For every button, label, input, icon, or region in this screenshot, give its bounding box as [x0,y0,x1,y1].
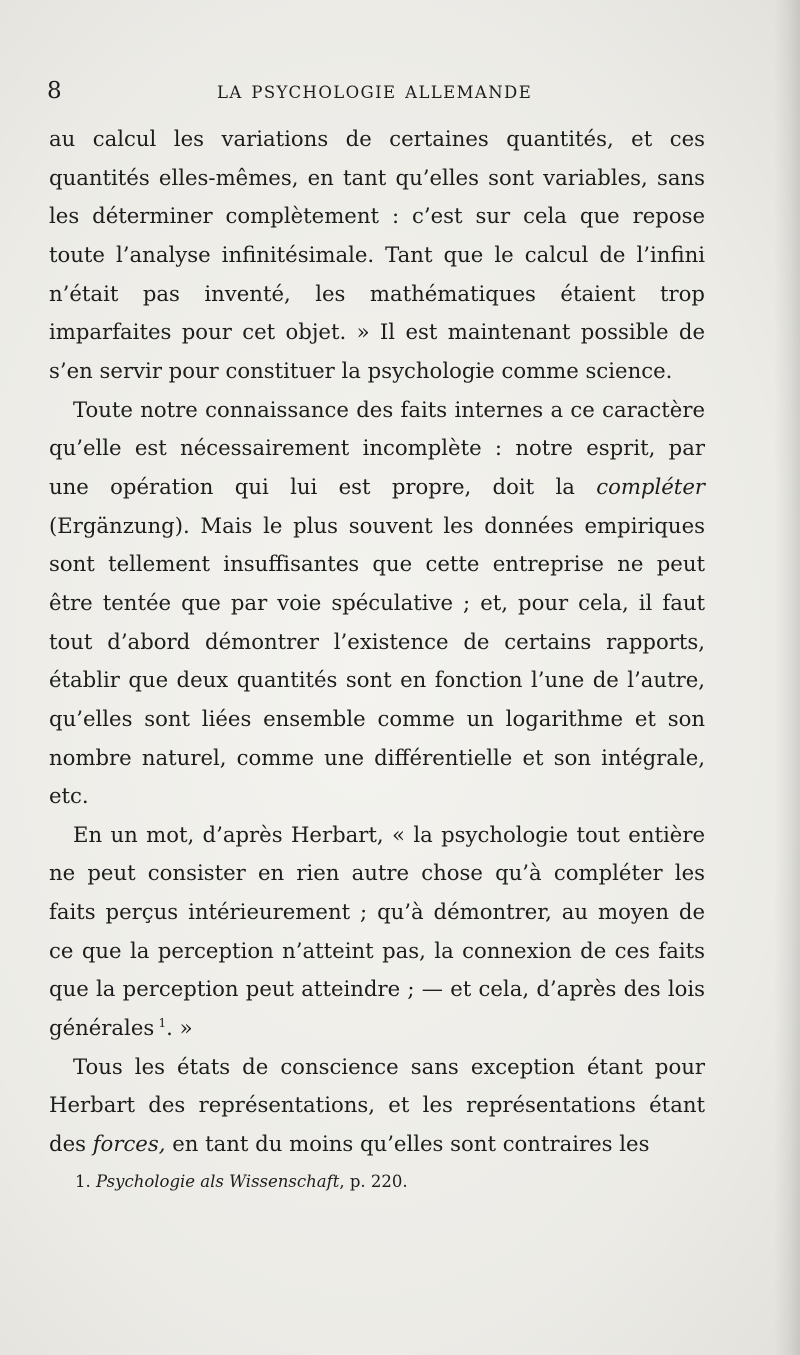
italic-term-forces: forces, [92,1131,166,1157]
paragraph-4 [49,1048,705,1164]
paragraph-1 [49,120,705,391]
running-title: LA PSYCHOLOGIE ALLEMANDE [217,83,533,102]
footnote-reference: 1 [158,1016,167,1031]
body-text [49,120,705,1164]
page-header [47,76,705,106]
page-edge-shadow [774,0,800,1355]
footnote-title: Psychologie als Wissenschaft [96,1172,340,1191]
footnote-page: , p. 220. [339,1172,408,1191]
footnote [75,1168,695,1196]
paragraph-2-text-start: Toute notre connaissance des faits internes a ce caractère qu’elle est nécessairement incomplète : notre esprit, par une opération qui lui est propre, doit la [49,396,705,499]
page-number: 8 [47,78,62,104]
paragraph-4-text-end: en tant du moins qu’elles sont contraires les [165,1131,650,1157]
paragraph-3-text: En un mot, d’après Herbart, « la psychologie tout entière ne peut consister en rien autre chose qu’à compléter les faits perçus intérieurement ; qu’à démontrer, au moyen de ce que la perception n’atteint pas, la connexion de ces faits que la perception peut atteindre ; — et cela, d’après des lois générales [49,821,705,1041]
paragraph-3-text-end: . » [166,1015,193,1041]
italic-term-completer: compléter [596,473,705,499]
paragraph-2 [49,391,705,816]
footnote-number: 1. [75,1172,91,1191]
paragraph-3 [49,816,705,1048]
paragraph-4-text-start: Tous les états de conscience sans exception étant pour Herbart des représentations, et les représentations étant des [49,1053,705,1157]
paragraph-2-text-end: (Ergänzung). Mais le plus souvent les données empiriques sont tellement insuffisantes que cette entreprise ne peut être tentée que par voie spéculative ; et, pour cela, il faut tout d’abord démontrer l’existence de certains rapports, établir que deux quantités sont en fonction l’une de l’autre, qu’elles sont liées ensemble comme un logarithme et son nombre naturel, comme une différentielle et son intégrale, etc. [49,512,705,809]
paragraph-1-text: au calcul les variations de certaines quantités, et ces quantités elles-mêmes, en tant qu’elles sont variables, sans les déterminer complètement : c’est sur cela que repose toute l’analyse infinitésimale. Tant que le calcul de l’infini n’était pas inventé, les mathématiques étaient trop imparfaites pour cet objet. » Il est maintenant possible de s’en servir pour constituer la psychologie comme science. [49,126,705,383]
